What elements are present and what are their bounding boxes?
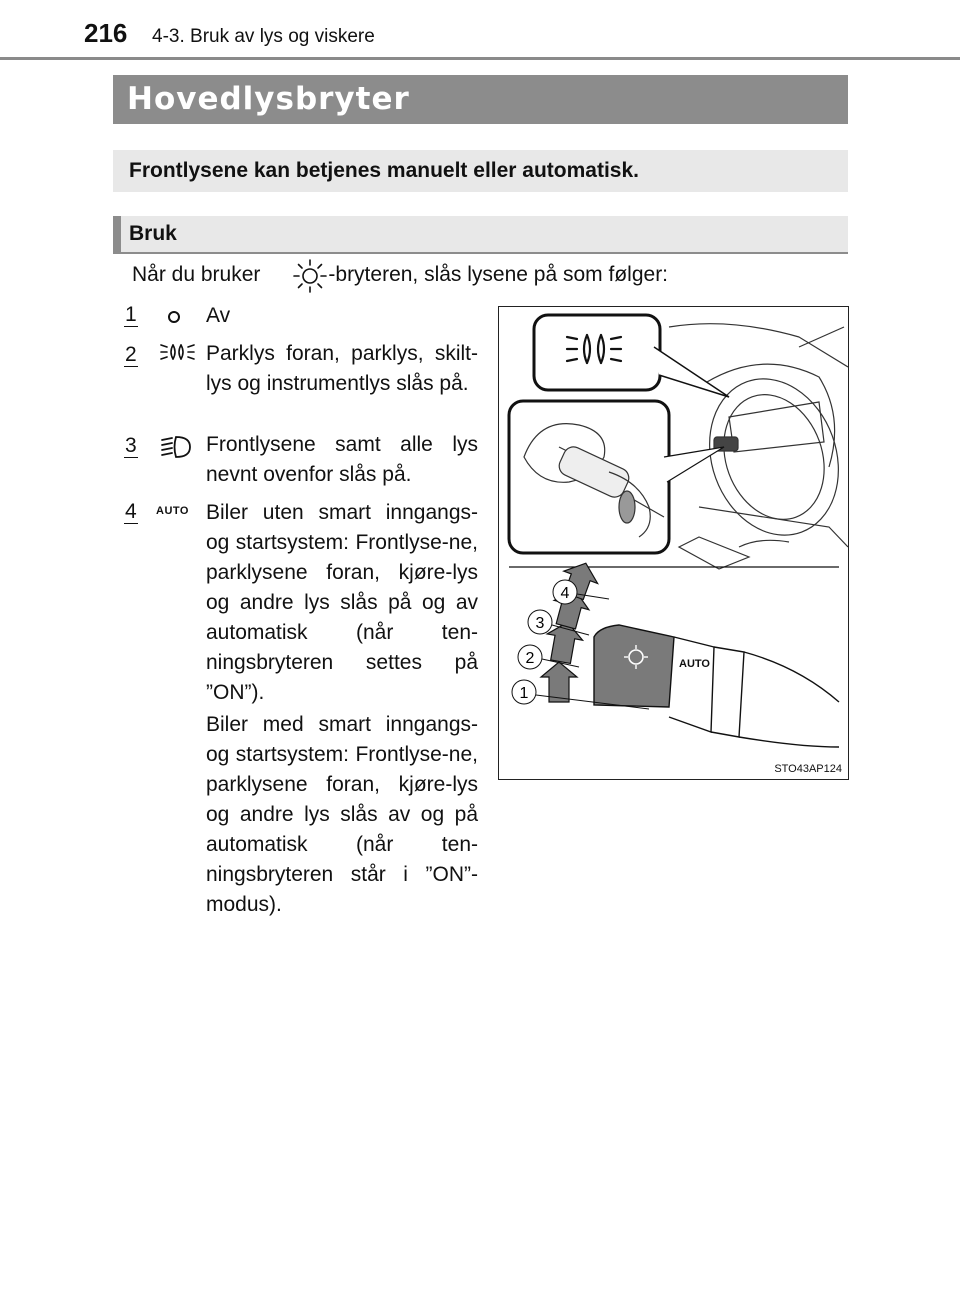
header-divider [0,57,960,60]
page-title: Hovedlysbryter [127,81,410,117]
callout-2: 2 [525,650,535,667]
switch-auto-label: AUTO [679,658,710,670]
item-text-2: Parklys foran, parklys, skilt-lys og instrumentlys slås på. [206,342,478,395]
title-bar [113,75,848,124]
off-circle-icon [160,306,186,328]
lead-before: Når du bruker [132,263,261,286]
item-number-2: 2 [125,343,137,366]
item-text-1: Av [206,304,231,327]
item-text-4b: Biler med smart inngangs- og startsystem: Frontlyse-ne, parklysene foran, kjøre-lys og andre lys slås av og på automatisk (når ten-ningsbryteren står i ”ON”-modus). [206,713,478,916]
headlights-icon [160,432,192,462]
callout-4: 4 [560,585,570,602]
chapter-heading: 4-3. Bruk av lys og viskere [152,26,375,47]
figure-code: STO43AP124 [774,763,842,775]
intro-text: Frontlysene kan betjenes manuelt eller automatisk. [129,159,639,182]
section-heading-box [113,216,848,254]
headlight-switch-sun-icon [292,258,328,294]
page-number: 216 [84,18,128,48]
item-text-3: Frontlysene samt alle lys nevnt ovenfor slås på. [206,433,478,486]
item-text-4: Biler uten smart inngangs- og startsystem: Frontlyse-ne, parklysene foran, kjøre-lys og andre lys slås på og av automatisk (når ten-ningsbryteren settes på ”ON”). [206,501,478,704]
lead-sentence [132,263,668,287]
item-number-4: 4 [125,500,137,523]
section-heading: Bruk [129,222,177,245]
illustration-figure [498,306,849,780]
lead-after: -bryteren, slås lysene på som følger: [328,263,669,286]
headlight-switch-illustration [499,307,848,779]
item-number-3: 3 [125,434,137,457]
intro-box [113,150,848,192]
callout-3: 3 [535,615,545,632]
callout-1: 1 [519,685,529,702]
section-accent [113,216,121,252]
item-number-1: 1 [125,303,137,326]
parking-lights-icon [160,338,196,366]
auto-icon: AUTO [156,505,189,517]
